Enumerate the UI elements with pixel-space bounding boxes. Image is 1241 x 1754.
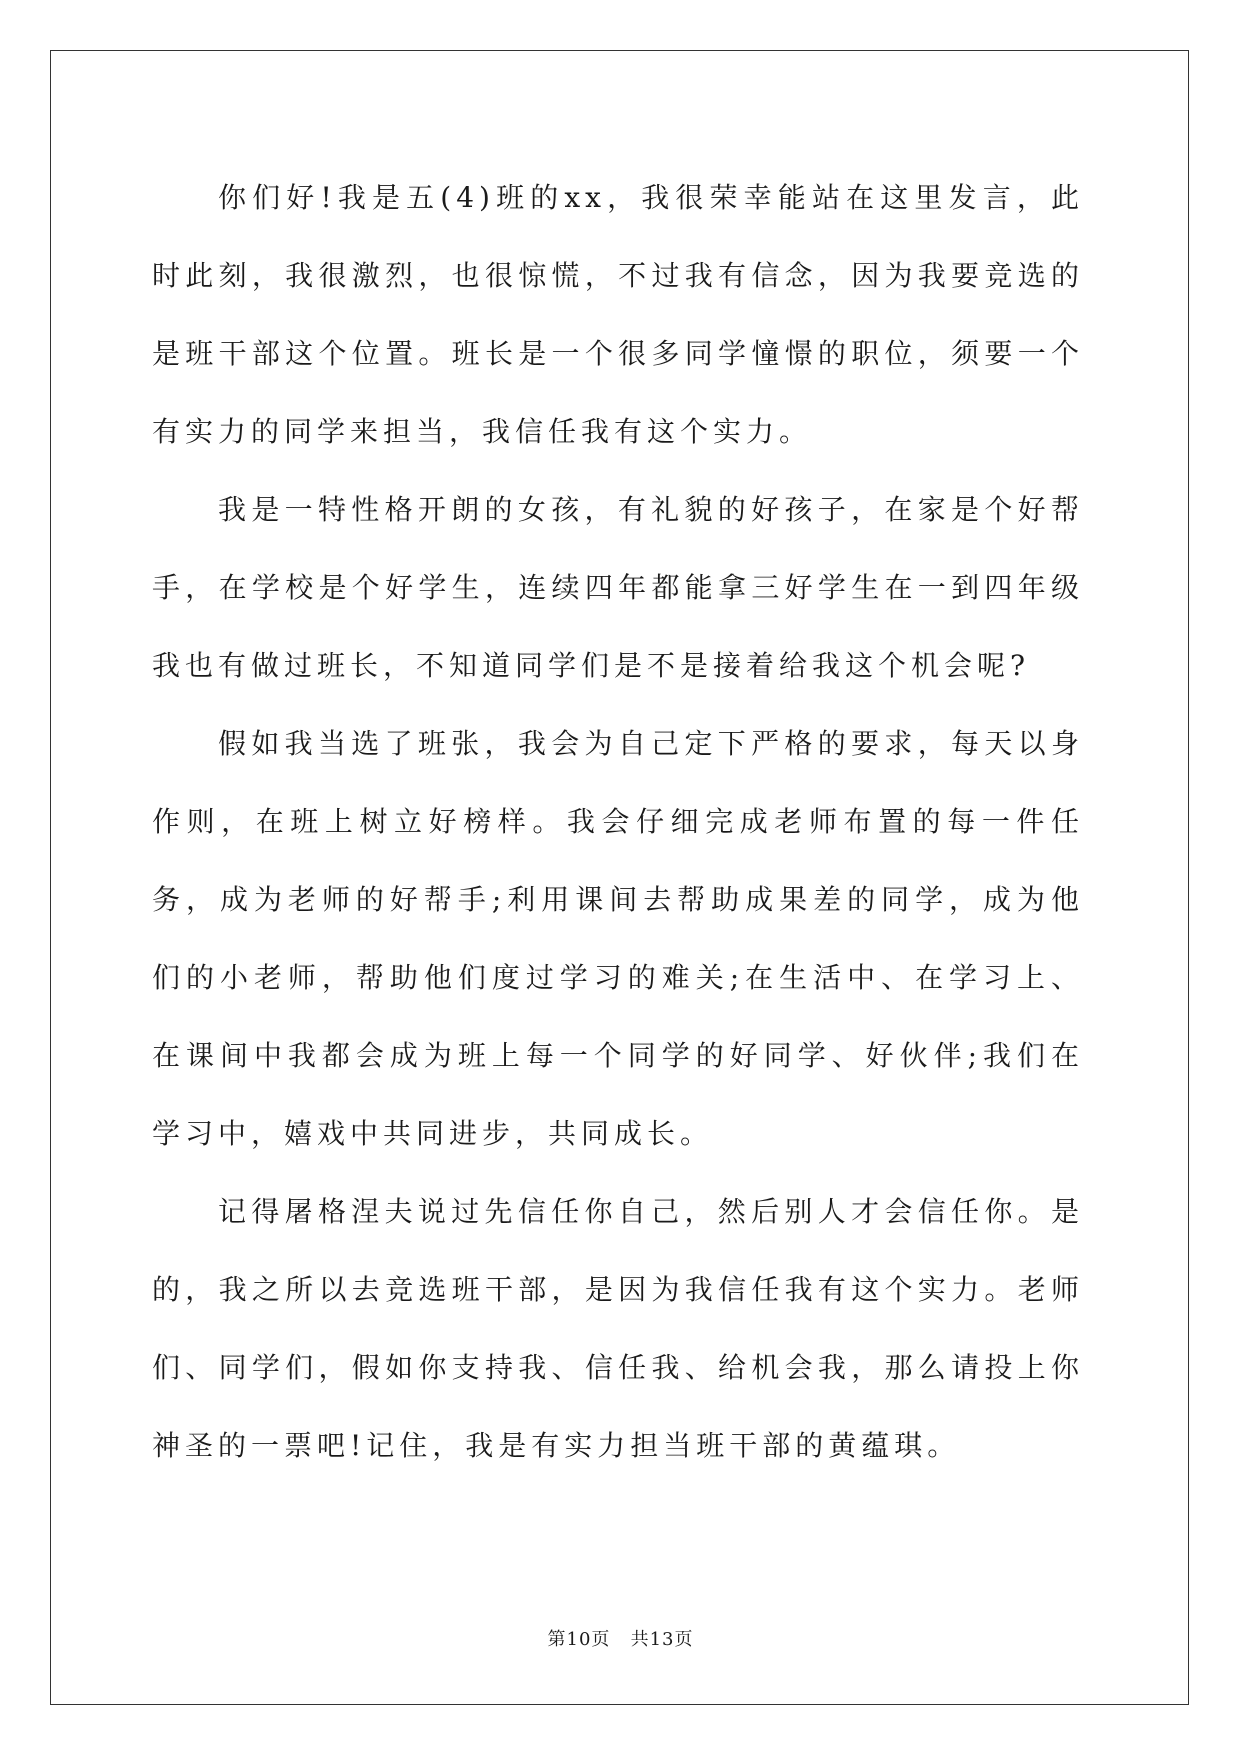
- page-total: 共13页: [630, 1629, 694, 1650]
- paragraph-2: 我是一特性格开朗的女孩，有礼貌的好孩子，在家是个好帮手，在学校是个好学生，连续四年都能拿三好学生在一到四年级我也有做过班长，不知道同学们是不是接着给我这个机会呢?: [152, 493, 1084, 682]
- paragraph-4: 记得屠格涅夫说过先信任你自己，然后别人才会信任你。是的，我之所以去竞选班干部，是因为我信任我有这个实力。老师们、同学们，假如你支持我、信任我、给机会我，那么请投上你神圣的一票吧!记住，我是有实力担当班干部的黄蕴琪。: [152, 1195, 1084, 1462]
- page-footer: [0, 1625, 1241, 1651]
- paragraph-1: 你们好!我是五(4)班的xx，我很荣幸能站在这里发言，此时此刻，我很激烈，也很惊慌，不过我有信念，因为我要竞选的是班干部这个位置。班长是一个很多同学憧憬的职位，须要一个有实力的同学来担当，我信任我有这个实力。: [152, 181, 1084, 448]
- paragraph-3: 假如我当选了班张，我会为自己定下严格的要求，每天以身作则，在班上树立好榜样。我会仔细完成老师布置的每一件任务，成为老师的好帮手;利用课间去帮助成果差的同学，成为他们的小老师，帮助他们度过学习的难关;在生活中、在学习上、在课间中我都会成为班上每一个同学的好同学、好伙伴;我们在学习中，嬉戏中共同进步，共同成长。: [152, 727, 1084, 1150]
- document-body: [152, 159, 1084, 1485]
- page-number: 第10页: [547, 1629, 611, 1650]
